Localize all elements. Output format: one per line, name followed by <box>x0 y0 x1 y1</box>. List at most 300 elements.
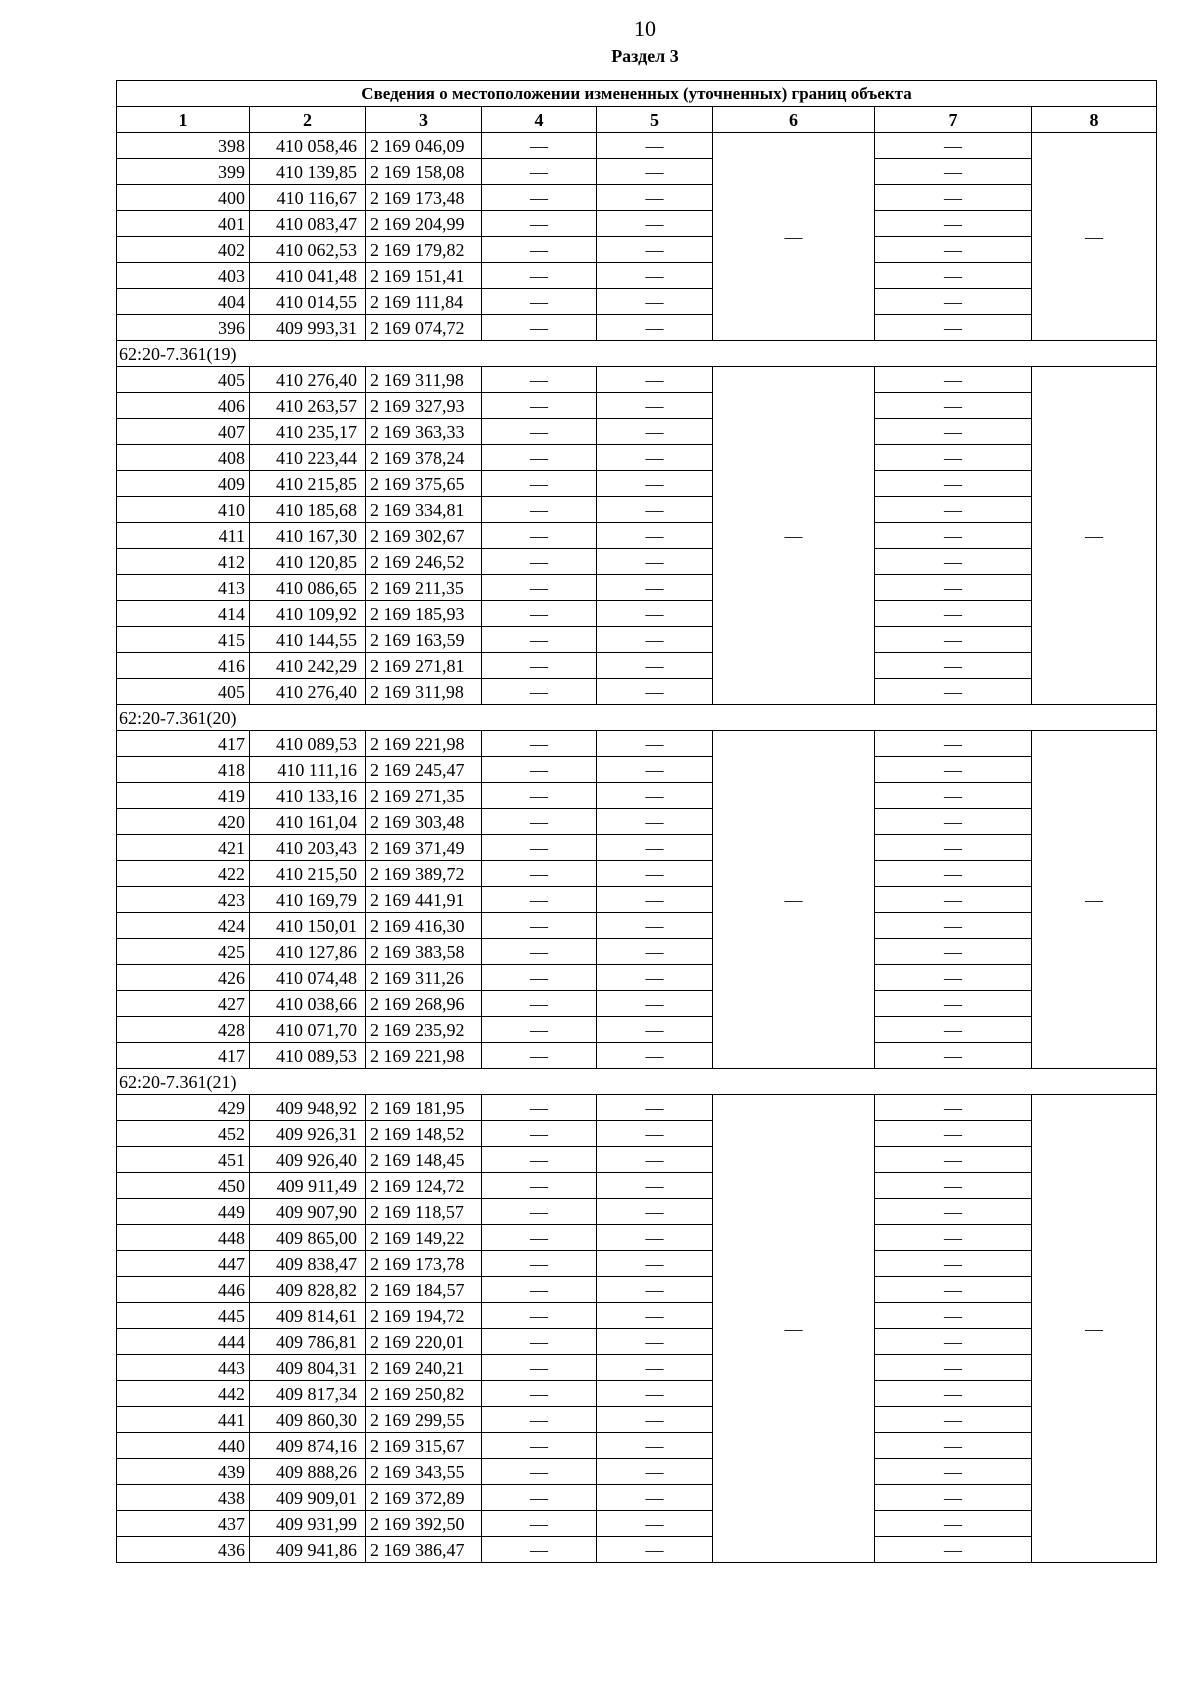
table-row <box>117 1537 1157 1563</box>
column-4-cell: — <box>482 575 597 601</box>
column-7-cell: — <box>875 367 1032 393</box>
column-7-cell: — <box>875 1173 1032 1199</box>
column-4-cell: — <box>482 601 597 627</box>
table-row <box>117 1251 1157 1277</box>
point-number-cell: 415 <box>117 627 250 653</box>
column-7-cell: — <box>875 757 1032 783</box>
coordinate-y-cell: 2 169 334,81 <box>366 497 482 523</box>
coordinate-x-cell: 410 144,55 <box>250 627 366 653</box>
table-row <box>117 1173 1157 1199</box>
table-row <box>117 393 1157 419</box>
column-number-row <box>117 107 1157 133</box>
column-4-cell: — <box>482 731 597 757</box>
coordinate-x-cell: 409 814,61 <box>250 1303 366 1329</box>
point-number-cell: 443 <box>117 1355 250 1381</box>
table-row <box>117 1121 1157 1147</box>
coordinate-y-cell: 2 169 327,93 <box>366 393 482 419</box>
column-5-cell: — <box>597 1485 713 1511</box>
coordinate-x-cell: 410 203,43 <box>250 835 366 861</box>
column-5-cell: — <box>597 1017 713 1043</box>
coordinate-x-cell: 410 041,48 <box>250 263 366 289</box>
column-7-cell: — <box>875 133 1032 159</box>
table-row <box>117 965 1157 991</box>
point-number-cell: 412 <box>117 549 250 575</box>
column-5-cell: — <box>597 289 713 315</box>
coordinate-x-cell: 409 907,90 <box>250 1199 366 1225</box>
coordinate-x-cell: 410 276,40 <box>250 367 366 393</box>
column-4-cell: — <box>482 523 597 549</box>
coordinate-y-cell: 2 169 173,78 <box>366 1251 482 1277</box>
column-5-cell: — <box>597 1537 713 1563</box>
column-5-cell: — <box>597 211 713 237</box>
column-4-cell: — <box>482 1433 597 1459</box>
column-5-cell: — <box>597 653 713 679</box>
contour-group-row <box>117 705 1157 731</box>
column-5-cell: — <box>597 1043 713 1069</box>
table-row <box>117 731 1157 757</box>
table-row <box>117 185 1157 211</box>
point-number-cell: 428 <box>117 1017 250 1043</box>
column-7-cell: — <box>875 1121 1032 1147</box>
coordinate-x-cell: 410 215,50 <box>250 861 366 887</box>
column-5-cell: — <box>597 939 713 965</box>
column-4-cell: — <box>482 1277 597 1303</box>
column-4-cell: — <box>482 835 597 861</box>
column-7-cell: — <box>875 185 1032 211</box>
column-7-cell: — <box>875 887 1032 913</box>
column-5-cell: — <box>597 445 713 471</box>
coordinate-y-cell: 2 169 271,81 <box>366 653 482 679</box>
point-number-cell: 406 <box>117 393 250 419</box>
column-8-merged-cell: — <box>1032 731 1157 1069</box>
column-6-merged-cell: — <box>713 1095 875 1563</box>
point-number-cell: 405 <box>117 679 250 705</box>
column-4-cell: — <box>482 783 597 809</box>
column-7-cell: — <box>875 445 1032 471</box>
coordinate-y-cell: 2 169 220,01 <box>366 1329 482 1355</box>
coordinate-x-cell: 410 127,86 <box>250 939 366 965</box>
point-number-cell: 401 <box>117 211 250 237</box>
coordinate-x-cell: 409 828,82 <box>250 1277 366 1303</box>
column-4-cell: — <box>482 991 597 1017</box>
table-row <box>117 1381 1157 1407</box>
column-4-cell: — <box>482 1173 597 1199</box>
coordinate-y-cell: 2 169 111,84 <box>366 289 482 315</box>
column-4-cell: — <box>482 1147 597 1173</box>
table-caption: Сведения о местоположении измененных (уточненных) границ объекта <box>117 81 1157 107</box>
column-5-cell: — <box>597 263 713 289</box>
coordinate-x-cell: 410 083,47 <box>250 211 366 237</box>
column-5-cell: — <box>597 237 713 263</box>
column-7-cell: — <box>875 237 1032 263</box>
point-number-cell: 402 <box>117 237 250 263</box>
column-7-cell: — <box>875 627 1032 653</box>
column-7-cell: — <box>875 471 1032 497</box>
table-row <box>117 133 1157 159</box>
column-5-cell: — <box>597 1329 713 1355</box>
column-5-cell: — <box>597 757 713 783</box>
coordinate-y-cell: 2 169 375,65 <box>366 471 482 497</box>
point-number-cell: 399 <box>117 159 250 185</box>
page-number: 10 <box>634 16 656 41</box>
column-7-cell: — <box>875 393 1032 419</box>
column-7-cell: — <box>875 965 1032 991</box>
point-number-cell: 441 <box>117 1407 250 1433</box>
coordinate-x-cell: 409 926,40 <box>250 1147 366 1173</box>
coordinate-y-cell: 2 169 303,48 <box>366 809 482 835</box>
coordinate-y-cell: 2 169 124,72 <box>366 1173 482 1199</box>
table-row <box>117 1485 1157 1511</box>
coordinate-y-cell: 2 169 315,67 <box>366 1433 482 1459</box>
column-5-cell: — <box>597 1121 713 1147</box>
column-4-cell: — <box>482 939 597 965</box>
column-7-cell: — <box>875 1199 1032 1225</box>
coordinate-y-cell: 2 169 184,57 <box>366 1277 482 1303</box>
table-row <box>117 1511 1157 1537</box>
column-7-cell: — <box>875 211 1032 237</box>
point-number-cell: 405 <box>117 367 250 393</box>
point-number-cell: 417 <box>117 1043 250 1069</box>
column-4-cell: — <box>482 237 597 263</box>
column-4-cell: — <box>482 1329 597 1355</box>
point-number-cell: 407 <box>117 419 250 445</box>
column-7-cell: — <box>875 419 1032 445</box>
table-row <box>117 211 1157 237</box>
coordinate-y-cell: 2 169 118,57 <box>366 1199 482 1225</box>
coordinate-x-cell: 410 089,53 <box>250 1043 366 1069</box>
coordinate-x-cell: 410 086,65 <box>250 575 366 601</box>
column-7-cell: — <box>875 159 1032 185</box>
table-row <box>117 1225 1157 1251</box>
coordinate-x-cell: 410 062,53 <box>250 237 366 263</box>
coordinate-y-cell: 2 169 240,21 <box>366 1355 482 1381</box>
point-number-cell: 419 <box>117 783 250 809</box>
coordinate-y-cell: 2 169 311,98 <box>366 679 482 705</box>
table-row <box>117 913 1157 939</box>
coordinate-x-cell: 410 038,66 <box>250 991 366 1017</box>
table-row <box>117 523 1157 549</box>
column-number: 7 <box>875 107 1032 133</box>
column-4-cell: — <box>482 1121 597 1147</box>
column-4-cell: — <box>482 1251 597 1277</box>
table-row <box>117 1303 1157 1329</box>
table-row <box>117 471 1157 497</box>
table-row <box>117 367 1157 393</box>
table-row <box>117 289 1157 315</box>
coordinate-x-cell: 410 185,68 <box>250 497 366 523</box>
column-4-cell: — <box>482 185 597 211</box>
column-5-cell: — <box>597 601 713 627</box>
coordinate-x-cell: 409 931,99 <box>250 1511 366 1537</box>
coordinate-y-cell: 2 169 343,55 <box>366 1459 482 1485</box>
coordinate-y-cell: 2 169 151,41 <box>366 263 482 289</box>
coordinate-x-cell: 410 014,55 <box>250 289 366 315</box>
column-4-cell: — <box>482 1355 597 1381</box>
column-7-cell: — <box>875 1459 1032 1485</box>
column-number: 3 <box>366 107 482 133</box>
coordinate-x-cell: 410 120,85 <box>250 549 366 575</box>
coordinate-y-cell: 2 169 311,98 <box>366 367 482 393</box>
coordinate-x-cell: 410 167,30 <box>250 523 366 549</box>
column-4-cell: — <box>482 1511 597 1537</box>
coordinate-y-cell: 2 169 268,96 <box>366 991 482 1017</box>
point-number-cell: 422 <box>117 861 250 887</box>
coordinate-x-cell: 409 865,00 <box>250 1225 366 1251</box>
point-number-cell: 410 <box>117 497 250 523</box>
boundary-coordinates-table <box>116 80 1157 1563</box>
column-7-cell: — <box>875 835 1032 861</box>
column-7-cell: — <box>875 1017 1032 1043</box>
column-6-merged-cell: — <box>713 731 875 1069</box>
coordinate-x-cell: 410 150,01 <box>250 913 366 939</box>
point-number-cell: 440 <box>117 1433 250 1459</box>
column-4-cell: — <box>482 445 597 471</box>
column-7-cell: — <box>875 1043 1032 1069</box>
column-8-merged-cell: — <box>1032 1095 1157 1563</box>
column-7-cell: — <box>875 497 1032 523</box>
point-number-cell: 427 <box>117 991 250 1017</box>
coordinate-x-cell: 409 926,31 <box>250 1121 366 1147</box>
column-7-cell: — <box>875 1433 1032 1459</box>
table-row <box>117 237 1157 263</box>
coordinate-x-cell: 410 111,16 <box>250 757 366 783</box>
column-4-cell: — <box>482 159 597 185</box>
coordinate-x-cell: 410 116,67 <box>250 185 366 211</box>
column-5-cell: — <box>597 1147 713 1173</box>
column-7-cell: — <box>875 1537 1032 1563</box>
contour-group-row <box>117 1069 1157 1095</box>
point-number-cell: 442 <box>117 1381 250 1407</box>
coordinate-x-cell: 410 263,57 <box>250 393 366 419</box>
point-number-cell: 404 <box>117 289 250 315</box>
column-5-cell: — <box>597 679 713 705</box>
column-7-cell: — <box>875 1225 1032 1251</box>
column-4-cell: — <box>482 419 597 445</box>
column-5-cell: — <box>597 887 713 913</box>
coordinate-y-cell: 2 169 235,92 <box>366 1017 482 1043</box>
table-row <box>117 601 1157 627</box>
point-number-cell: 408 <box>117 445 250 471</box>
table-row <box>117 1017 1157 1043</box>
coordinate-x-cell: 410 242,29 <box>250 653 366 679</box>
point-number-cell: 425 <box>117 939 250 965</box>
column-7-cell: — <box>875 731 1032 757</box>
column-number: 1 <box>117 107 250 133</box>
column-4-cell: — <box>482 809 597 835</box>
coordinate-x-cell: 409 888,26 <box>250 1459 366 1485</box>
column-7-cell: — <box>875 523 1032 549</box>
column-5-cell: — <box>597 159 713 185</box>
column-5-cell: — <box>597 1277 713 1303</box>
column-7-cell: — <box>875 1381 1032 1407</box>
column-7-cell: — <box>875 861 1032 887</box>
table-row <box>117 887 1157 913</box>
coordinate-x-cell: 410 133,16 <box>250 783 366 809</box>
column-4-cell: — <box>482 263 597 289</box>
column-4-cell: — <box>482 549 597 575</box>
table-row <box>117 575 1157 601</box>
column-4-cell: — <box>482 1303 597 1329</box>
point-number-cell: 452 <box>117 1121 250 1147</box>
column-7-cell: — <box>875 549 1032 575</box>
coordinate-y-cell: 2 169 441,91 <box>366 887 482 913</box>
column-5-cell: — <box>597 1433 713 1459</box>
column-5-cell: — <box>597 497 713 523</box>
contour-group-label: 62:20-7.361(20) <box>117 705 1157 731</box>
coordinate-x-cell: 410 169,79 <box>250 887 366 913</box>
column-5-cell: — <box>597 1381 713 1407</box>
column-4-cell: — <box>482 1381 597 1407</box>
column-5-cell: — <box>597 575 713 601</box>
column-4-cell: — <box>482 627 597 653</box>
column-4-cell: — <box>482 289 597 315</box>
column-4-cell: — <box>482 1459 597 1485</box>
column-5-cell: — <box>597 1225 713 1251</box>
table-row <box>117 1199 1157 1225</box>
point-number-cell: 426 <box>117 965 250 991</box>
table-row <box>117 1407 1157 1433</box>
table-row <box>117 1329 1157 1355</box>
point-number-cell: 416 <box>117 653 250 679</box>
coordinate-x-cell: 410 139,85 <box>250 159 366 185</box>
column-7-cell: — <box>875 783 1032 809</box>
table-row <box>117 627 1157 653</box>
column-5-cell: — <box>597 419 713 445</box>
column-number: 2 <box>250 107 366 133</box>
point-number-cell: 445 <box>117 1303 250 1329</box>
column-5-cell: — <box>597 991 713 1017</box>
coordinate-y-cell: 2 169 363,33 <box>366 419 482 445</box>
coordinate-y-cell: 2 169 211,35 <box>366 575 482 601</box>
table-row <box>117 1043 1157 1069</box>
coordinate-y-cell: 2 169 378,24 <box>366 445 482 471</box>
coordinate-y-cell: 2 169 173,48 <box>366 185 482 211</box>
table-row <box>117 549 1157 575</box>
coordinate-x-cell: 410 161,04 <box>250 809 366 835</box>
column-7-cell: — <box>875 1329 1032 1355</box>
column-7-cell: — <box>875 1511 1032 1537</box>
coordinate-y-cell: 2 169 250,82 <box>366 1381 482 1407</box>
column-7-cell: — <box>875 1147 1032 1173</box>
column-4-cell: — <box>482 1017 597 1043</box>
column-4-cell: — <box>482 367 597 393</box>
point-number-cell: 421 <box>117 835 250 861</box>
column-5-cell: — <box>597 1199 713 1225</box>
column-7-cell: — <box>875 913 1032 939</box>
column-4-cell: — <box>482 653 597 679</box>
column-number: 4 <box>482 107 597 133</box>
table-row <box>117 445 1157 471</box>
coordinate-x-cell: 409 941,86 <box>250 1537 366 1563</box>
column-8-merged-cell: — <box>1032 367 1157 705</box>
contour-group-row <box>117 341 1157 367</box>
coordinate-x-cell: 410 089,53 <box>250 731 366 757</box>
column-4-cell: — <box>482 913 597 939</box>
table-row <box>117 783 1157 809</box>
column-5-cell: — <box>597 861 713 887</box>
coordinate-y-cell: 2 169 046,09 <box>366 133 482 159</box>
coordinate-y-cell: 2 169 185,93 <box>366 601 482 627</box>
column-number: 5 <box>597 107 713 133</box>
coordinate-x-cell: 409 786,81 <box>250 1329 366 1355</box>
column-7-cell: — <box>875 315 1032 341</box>
coordinate-y-cell: 2 169 074,72 <box>366 315 482 341</box>
column-5-cell: — <box>597 315 713 341</box>
column-5-cell: — <box>597 471 713 497</box>
coordinate-y-cell: 2 169 158,08 <box>366 159 482 185</box>
coordinate-x-cell: 410 223,44 <box>250 445 366 471</box>
coordinate-y-cell: 2 169 299,55 <box>366 1407 482 1433</box>
table-row <box>117 1147 1157 1173</box>
column-7-cell: — <box>875 1485 1032 1511</box>
column-number: 8 <box>1032 107 1157 133</box>
column-4-cell: — <box>482 1199 597 1225</box>
table-row <box>117 1095 1157 1121</box>
column-7-cell: — <box>875 1407 1032 1433</box>
coordinate-y-cell: 2 169 371,49 <box>366 835 482 861</box>
column-8-merged-cell: — <box>1032 133 1157 341</box>
column-5-cell: — <box>597 731 713 757</box>
point-number-cell: 418 <box>117 757 250 783</box>
column-7-cell: — <box>875 653 1032 679</box>
table-row <box>117 315 1157 341</box>
table-row <box>117 497 1157 523</box>
table-row <box>117 757 1157 783</box>
column-4-cell: — <box>482 393 597 419</box>
coordinate-y-cell: 2 169 204,99 <box>366 211 482 237</box>
coordinate-y-cell: 2 169 148,52 <box>366 1121 482 1147</box>
column-5-cell: — <box>597 523 713 549</box>
table-row <box>117 1433 1157 1459</box>
coordinate-x-cell: 410 276,40 <box>250 679 366 705</box>
coordinate-x-cell: 410 074,48 <box>250 965 366 991</box>
point-number-cell: 447 <box>117 1251 250 1277</box>
section-title: Раздел 3 <box>611 46 679 66</box>
table-row <box>117 861 1157 887</box>
point-number-cell: 439 <box>117 1459 250 1485</box>
contour-group-label: 62:20-7.361(21) <box>117 1069 1157 1095</box>
column-5-cell: — <box>597 185 713 211</box>
point-number-cell: 437 <box>117 1511 250 1537</box>
coordinate-y-cell: 2 169 148,45 <box>366 1147 482 1173</box>
column-5-cell: — <box>597 1303 713 1329</box>
point-number-cell: 424 <box>117 913 250 939</box>
column-4-cell: — <box>482 1095 597 1121</box>
coordinate-y-cell: 2 169 163,59 <box>366 627 482 653</box>
coordinate-x-cell: 409 838,47 <box>250 1251 366 1277</box>
coordinate-x-cell: 409 804,31 <box>250 1355 366 1381</box>
table-row <box>117 653 1157 679</box>
table-caption-row <box>117 81 1157 107</box>
column-4-cell: — <box>482 861 597 887</box>
column-7-cell: — <box>875 1355 1032 1381</box>
column-4-cell: — <box>482 1043 597 1069</box>
point-number-cell: 438 <box>117 1485 250 1511</box>
coordinate-y-cell: 2 169 311,26 <box>366 965 482 991</box>
table-row <box>117 1355 1157 1381</box>
column-5-cell: — <box>597 783 713 809</box>
point-number-cell: 403 <box>117 263 250 289</box>
point-number-cell: 420 <box>117 809 250 835</box>
coordinate-y-cell: 2 169 246,52 <box>366 549 482 575</box>
coordinate-x-cell: 409 874,16 <box>250 1433 366 1459</box>
column-4-cell: — <box>482 679 597 705</box>
coordinate-y-cell: 2 169 245,47 <box>366 757 482 783</box>
point-number-cell: 417 <box>117 731 250 757</box>
column-5-cell: — <box>597 549 713 575</box>
point-number-cell: 449 <box>117 1199 250 1225</box>
coordinate-y-cell: 2 169 194,72 <box>366 1303 482 1329</box>
